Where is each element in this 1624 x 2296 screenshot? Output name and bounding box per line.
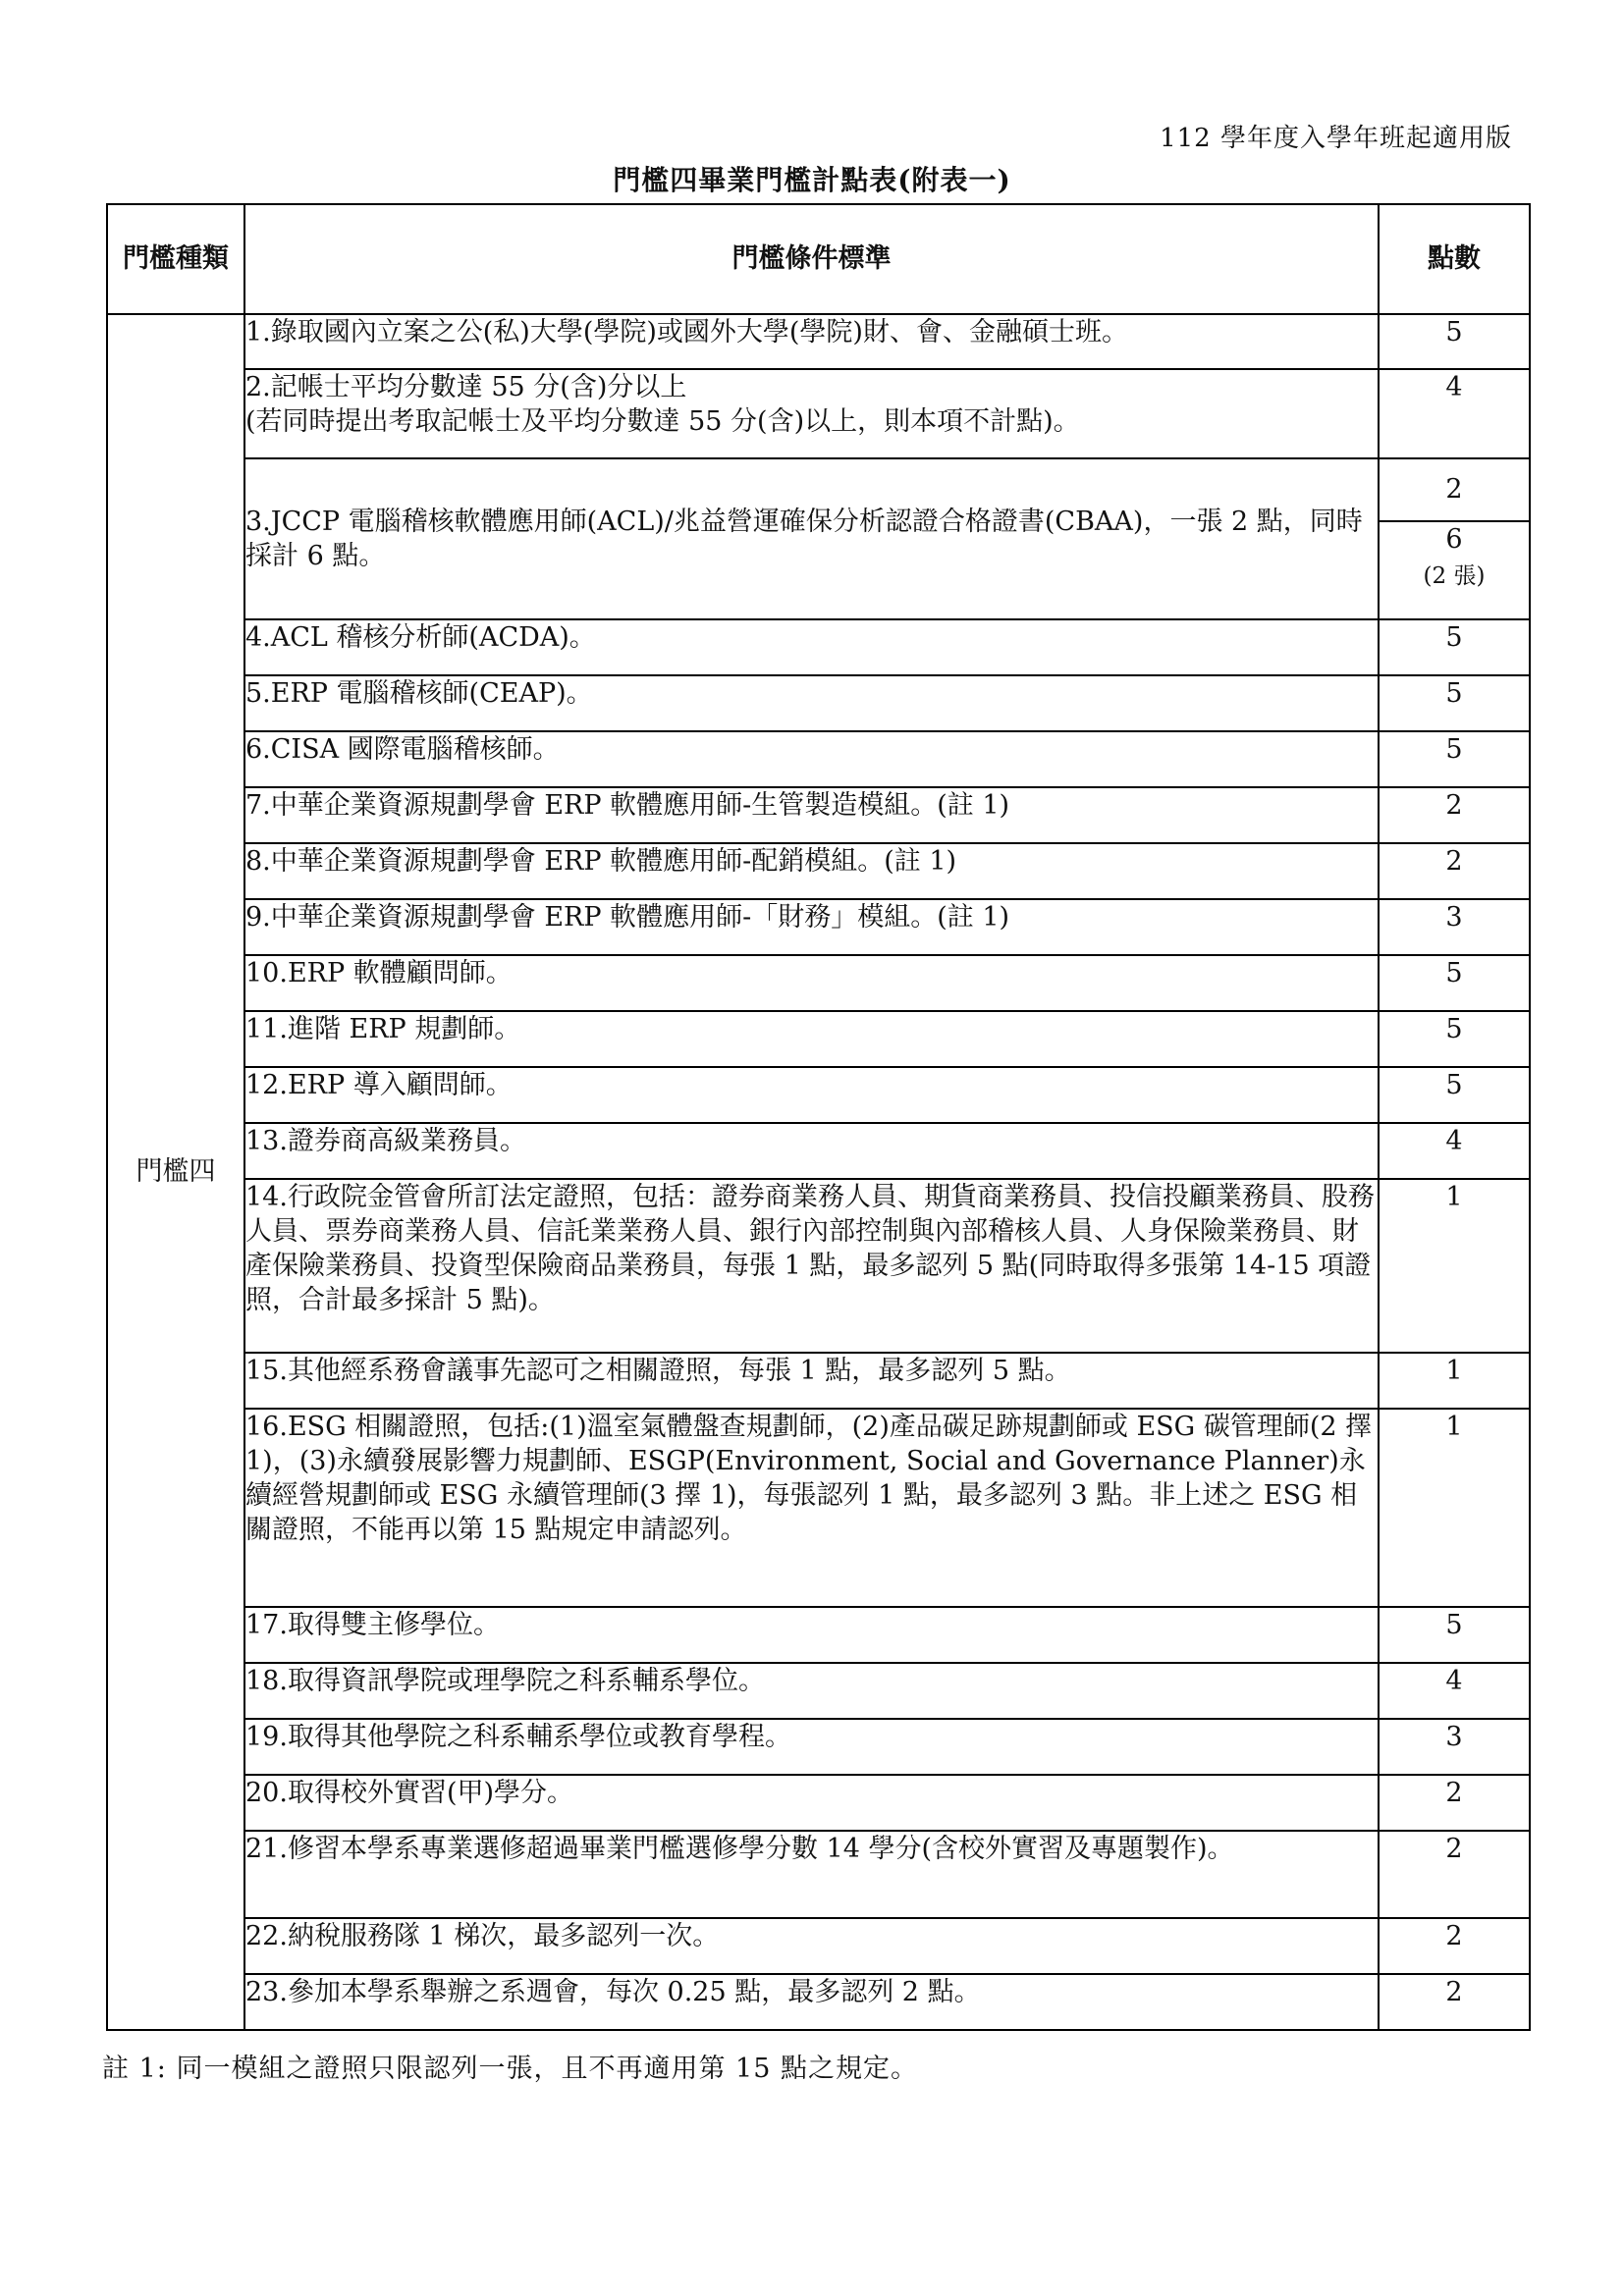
condition-cell: 11.進階 ERP 規劃師。 xyxy=(244,1011,1379,1067)
condition-cell: 4.ACL 稽核分析師(ACDA)。 xyxy=(244,619,1379,675)
condition-cell: 16.ESG 相關證照，包括:(1)溫室氣體盤查規劃師，(2)產品碳足跡規劃師或 ESG 碳管理師(2 擇 1)，(3)永續發展影響力規劃師、ESGP(Environment, Social and Governance Planner)永續經營規劃師或 ESG 永續管理師(3 擇 1)，每張認列 1 點，最多認列 3 點。非上述之 ESG 相關證照，不能再以第 15 點規定申請認列。 xyxy=(244,1409,1379,1607)
table-row xyxy=(107,1123,1530,1179)
footnote: 註 1: 同一模組之證照只限認列一張，且不再適用第 15 點之規定。 xyxy=(102,2054,918,2084)
points-cell: 2 xyxy=(1379,1918,1530,1974)
condition-cell: 17.取得雙主修學位。 xyxy=(244,1607,1379,1663)
condition-cell: 13.證券商高級業務員。 xyxy=(244,1123,1379,1179)
condition-line: 2.記帳士平均分數達 55 分(含)分以上 xyxy=(245,372,687,402)
condition-cell: 20.取得校外實習(甲)學分。 xyxy=(244,1775,1379,1831)
points-cell: 5 xyxy=(1379,1011,1530,1067)
points-cell: 3 xyxy=(1379,899,1530,955)
header-points: 點數 xyxy=(1379,204,1530,314)
threshold-table xyxy=(106,203,1531,2031)
table-row xyxy=(107,1663,1530,1719)
points-cell: 2 xyxy=(1379,458,1530,521)
condition-cell xyxy=(244,369,1379,458)
table-row xyxy=(107,1179,1530,1353)
table-row xyxy=(107,1353,1530,1409)
header-type: 門檻種類 xyxy=(107,204,244,314)
points-cell: 4 xyxy=(1379,369,1530,458)
condition-cell: 12.ERP 導入顧問師。 xyxy=(244,1067,1379,1123)
points-cell: 5 xyxy=(1379,619,1530,675)
table-row xyxy=(107,369,1530,458)
table-row xyxy=(107,675,1530,731)
points-cell: 2 xyxy=(1379,1775,1530,1831)
points-cell: 5 xyxy=(1379,314,1530,369)
points-cell: 5 xyxy=(1379,731,1530,787)
table-row xyxy=(107,1775,1530,1831)
points-value: 6 xyxy=(1445,524,1463,555)
condition-cell: 10.ERP 軟體顧問師。 xyxy=(244,955,1379,1011)
condition-cell: 5.ERP 電腦稽核師(CEAP)。 xyxy=(244,675,1379,731)
condition-cell: 14.行政院金管會所訂法定證照，包括：證券商業務人員、期貨商業務員、投信投顧業務員、股務人員、票券商業務人員、信託業業務人員、銀行內部控制與內部稽核人員、人身保險業務員、財產保險業務員、投資型保險商品業務員，每張 1 點，最多認列 5 點(同時取得多張第 14-15 項證照，合計最多採計 5 點)。 xyxy=(244,1179,1379,1353)
table-row xyxy=(107,1719,1530,1775)
table-row xyxy=(107,1607,1530,1663)
condition-line: (若同時提出考取記帳士及平均分數達 55 分(含)以上，則本項不計點)。 xyxy=(245,406,1080,438)
threshold-type-cell: 門檻四 xyxy=(107,314,244,2030)
points-cell: 1 xyxy=(1379,1409,1530,1607)
points-cell: 3 xyxy=(1379,1719,1530,1775)
points-cell: 2 xyxy=(1379,787,1530,843)
points-note: (2 張) xyxy=(1423,563,1486,590)
condition-cell: 6.CISA 國際電腦稽核師。 xyxy=(244,731,1379,787)
table-row xyxy=(107,843,1530,899)
edition-label: 112 學年度入學年班起適用版 xyxy=(1160,124,1512,153)
table-row xyxy=(107,955,1530,1011)
condition-cell: 9.中華企業資源規劃學會 ERP 軟體應用師-「財務」模組。(註 1) xyxy=(244,899,1379,955)
table-row xyxy=(107,1974,1530,2030)
points-cell: 5 xyxy=(1379,1607,1530,1663)
points-cell: 5 xyxy=(1379,1067,1530,1123)
points-cell: 4 xyxy=(1379,1123,1530,1179)
points-cell: 5 xyxy=(1379,675,1530,731)
header-condition: 門檻條件標準 xyxy=(244,204,1379,314)
table-row xyxy=(107,787,1530,843)
table-row xyxy=(107,619,1530,675)
page-title: 門檻四畢業門檻計點表(附表一) xyxy=(613,164,1011,196)
table-row xyxy=(107,1918,1530,1974)
table-row xyxy=(107,1067,1530,1123)
points-cell: 1 xyxy=(1379,1353,1530,1409)
points-cell xyxy=(1379,521,1530,619)
condition-cell: 21.修習本學系專業選修超過畢業門檻選修學分數 14 學分(含校外實習及專題製作)。 xyxy=(244,1831,1379,1918)
table-row xyxy=(107,731,1530,787)
table-row xyxy=(107,458,1530,521)
points-cell: 2 xyxy=(1379,1974,1530,2030)
table-row xyxy=(107,1409,1530,1607)
condition-cell: 15.其他經系務會議事先認可之相關證照，每張 1 點，最多認列 5 點。 xyxy=(244,1353,1379,1409)
condition-cell: 3.JCCP 電腦稽核軟體應用師(ACL)/兆益營運確保分析認證合格證書(CBAA)，一張 2 點，同時採計 6 點。 xyxy=(244,458,1379,619)
condition-cell: 7.中華企業資源規劃學會 ERP 軟體應用師-生管製造模組。(註 1) xyxy=(244,787,1379,843)
condition-cell: 18.取得資訊學院或理學院之科系輔系學位。 xyxy=(244,1663,1379,1719)
points-cell: 1 xyxy=(1379,1179,1530,1353)
condition-cell: 8.中華企業資源規劃學會 ERP 軟體應用師-配銷模組。(註 1) xyxy=(244,843,1379,899)
condition-cell: 19.取得其他學院之科系輔系學位或教育學程。 xyxy=(244,1719,1379,1775)
condition-cell: 22.納稅服務隊 1 梯次，最多認列一次。 xyxy=(244,1918,1379,1974)
points-cell: 5 xyxy=(1379,955,1530,1011)
condition-cell: 1.錄取國內立案之公(私)大學(學院)或國外大學(學院)財、會、金融碩士班。 xyxy=(244,314,1379,369)
table-row xyxy=(107,899,1530,955)
table-row xyxy=(107,1011,1530,1067)
table-row xyxy=(107,1831,1530,1918)
points-cell: 2 xyxy=(1379,843,1530,899)
points-cell: 4 xyxy=(1379,1663,1530,1719)
points-cell: 2 xyxy=(1379,1831,1530,1918)
table-row xyxy=(107,314,1530,369)
condition-cell: 23.參加本學系舉辦之系週會，每次 0.25 點，最多認列 2 點。 xyxy=(244,1974,1379,2030)
table-header-row xyxy=(107,204,1530,314)
